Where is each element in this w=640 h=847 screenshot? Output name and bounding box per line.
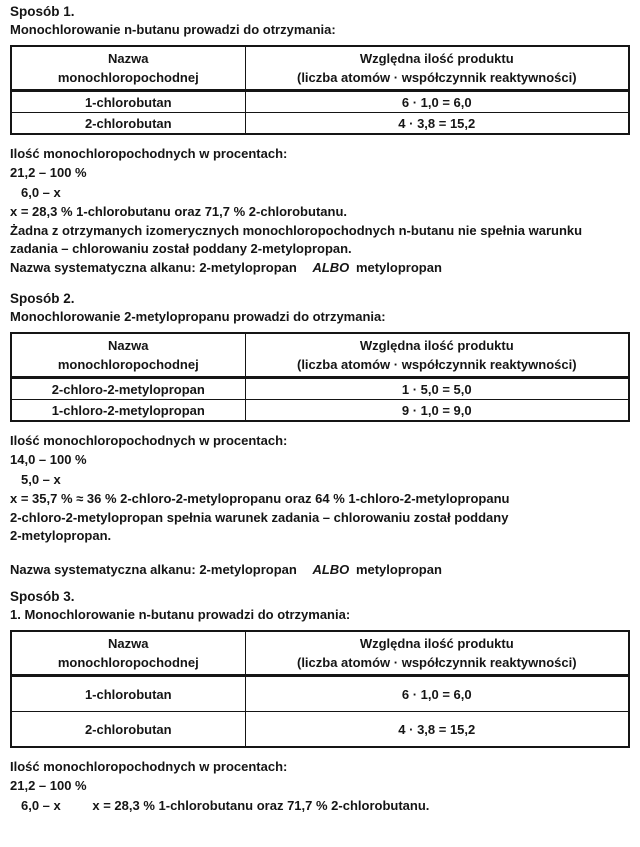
systematic-name-line [10, 561, 630, 580]
section-heading: Sposób 2. [10, 291, 75, 306]
table-row [11, 676, 629, 712]
albo-conjunction: ALBO [312, 259, 350, 275]
albo-conjunction: ALBO [312, 561, 350, 577]
product-name-cell: 2-chloro-2-metylopropan [11, 378, 245, 400]
conclusion-line: zadania – chlorowaniu został poddany 2-metylopropan. [10, 241, 352, 256]
products-table [10, 630, 630, 748]
product-name-cell: 2-chlorobutan [11, 113, 245, 135]
header-line: Nazwa [108, 636, 149, 651]
product-amount-cell: 4 · 3,8 = 15,2 [245, 113, 629, 135]
column-header-amount [245, 631, 629, 676]
header-line: monochloropochodnej [57, 357, 199, 372]
percent-heading: Ilość monochloropochodnych w procentach: [10, 759, 288, 774]
proportion-line-2: 5,0 – x [21, 472, 61, 487]
result-line: x = 35,7 % ≈ 36 % 2-chloro-2-metylopropanu oraz 64 % 1-chloro-2-metylopropanu [10, 491, 510, 506]
column-header-amount [245, 333, 629, 378]
proportion-result-row [10, 796, 630, 816]
products-table [10, 45, 630, 135]
table-row [11, 378, 629, 400]
section-intro: Monochlorowanie n-butanu prowadzi do otrzymania: [10, 22, 336, 37]
section-sposob-1 [10, 3, 630, 277]
alkane-name-primary: 2-metylopropan [199, 259, 297, 275]
table-header-row [11, 46, 629, 91]
table-row [11, 113, 629, 135]
systematic-name-line [10, 259, 630, 278]
products-table [10, 332, 630, 422]
section-sposob-2 [10, 290, 630, 579]
header-line: Nazwa [108, 51, 149, 66]
header-line: monochloropochodnej [57, 655, 199, 670]
section-heading: Sposób 3. [10, 589, 75, 604]
product-name-cell: 1-chlorobutan [11, 676, 245, 712]
header-line: monochloropochodnej [57, 70, 199, 85]
proportion-line-1: 14,0 – 100 % [10, 452, 87, 467]
result-line: x = 28,3 % 1-chlorobutanu oraz 71,7 % 2-chlorobutanu. [10, 204, 347, 219]
alkane-name-alternate: metylopropan [355, 561, 442, 577]
header-line: (liczba atomów · współczynnik reaktywności) [296, 655, 577, 670]
proportion-line-2: 6,0 – x [21, 185, 61, 200]
header-line: (liczba atomów · współczynnik reaktywności) [296, 70, 577, 85]
section-intro: Monochlorowanie 2-metylopropanu prowadzi do otrzymania: [10, 309, 386, 324]
section-heading: Sposób 1. [10, 4, 75, 19]
table-header-row [11, 631, 629, 676]
table-row [11, 712, 629, 748]
header-line: Nazwa [108, 338, 149, 353]
conclusion-line: Żadna z otrzymanych izomerycznych monochloropochodnych n-butanu nie spełnia warunku [10, 222, 583, 238]
percent-heading: Ilość monochloropochodnych w procentach: [10, 433, 288, 448]
product-name-cell: 1-chloro-2-metylopropan [11, 400, 245, 422]
proportion-line-1: 21,2 – 100 % [10, 778, 87, 793]
product-name-cell: 1-chlorobutan [11, 91, 245, 113]
section-sposob-3 [10, 588, 630, 816]
header-line: (liczba atomów · współczynnik reaktywności) [296, 357, 577, 372]
alkane-name-primary: 2-metylopropan [199, 561, 297, 577]
product-amount-cell: 1 · 5,0 = 5,0 [245, 378, 629, 400]
product-amount-cell: 4 · 3,8 = 15,2 [245, 712, 629, 748]
product-name-cell: 2-chlorobutan [11, 712, 245, 748]
systematic-name-prefix: Nazwa systematyczna alkanu: [10, 561, 196, 577]
section-intro: 1. Monochlorowanie n-butanu prowadzi do otrzymania: [10, 607, 351, 622]
header-line: Względna ilość produktu [359, 51, 514, 66]
table-header-row [11, 333, 629, 378]
result-line: x = 28,3 % 1-chlorobutanu oraz 71,7 % 2-chlorobutanu. [92, 798, 430, 813]
column-header-amount [245, 46, 629, 91]
column-header-name [11, 333, 245, 378]
proportion-line-1: 21,2 – 100 % [10, 165, 87, 180]
header-line: Względna ilość produktu [359, 636, 514, 651]
conclusion-line: 2-chloro-2-metylopropan spełnia warunek zadania – chlorowaniu został poddany [10, 509, 509, 525]
table-row [11, 91, 629, 113]
column-header-name [11, 46, 245, 91]
header-line: Względna ilość produktu [359, 338, 514, 353]
column-header-name [11, 631, 245, 676]
product-amount-cell: 6 · 1,0 = 6,0 [245, 91, 629, 113]
table-row [11, 400, 629, 422]
proportion-line-2: 6,0 – x [21, 798, 61, 813]
systematic-name-prefix: Nazwa systematyczna alkanu: [10, 259, 196, 275]
conclusion-line: 2-metylopropan. [10, 528, 112, 543]
alkane-name-alternate: metylopropan [355, 259, 442, 275]
percent-heading: Ilość monochloropochodnych w procentach: [10, 146, 288, 161]
product-amount-cell: 9 · 1,0 = 9,0 [245, 400, 629, 422]
product-amount-cell: 6 · 1,0 = 6,0 [245, 676, 629, 712]
